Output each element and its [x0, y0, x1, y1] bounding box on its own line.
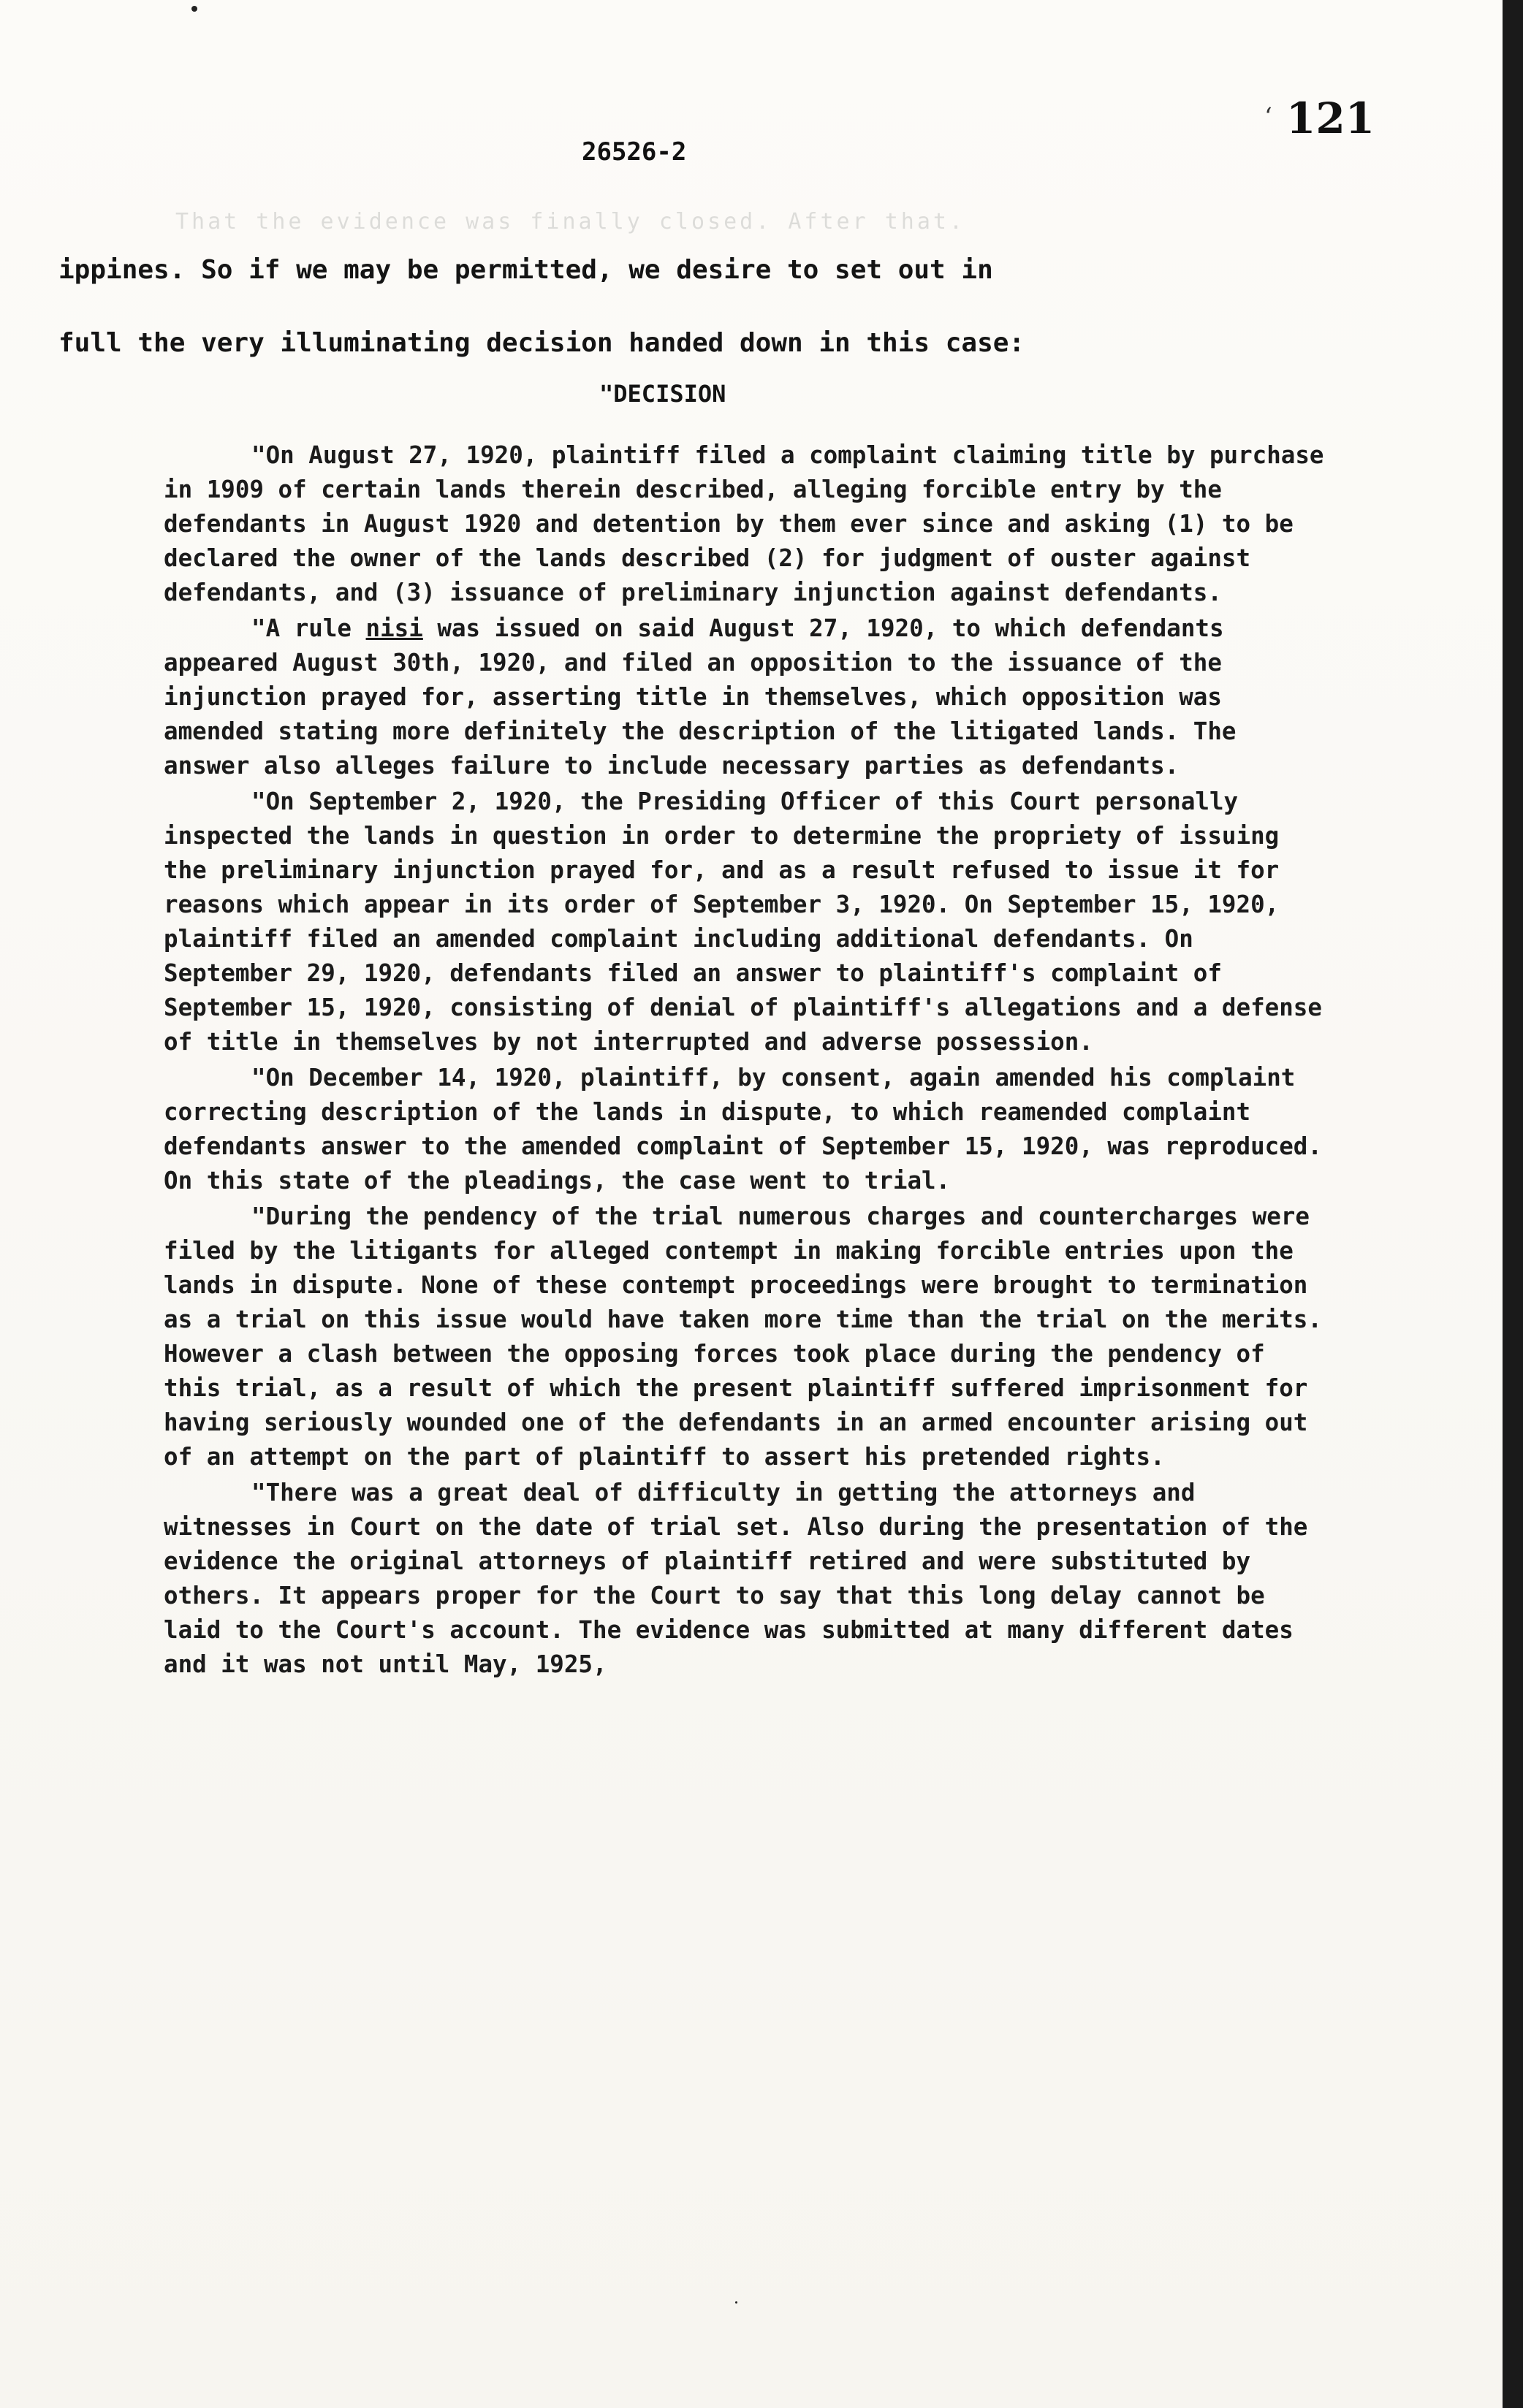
paragraph: "On December 14, 1920, plaintiff, by consent, again amended his complaint correcting description of the lands in dispute, to which reamended complaint defendants answer to the amended complaint of September 15, 1920, was reproduced. On this state of the pleadings, the case went to trial.	[164, 1064, 1322, 1195]
intro-line: ippines. So if we may be permitted, we desire to set out in	[58, 255, 993, 285]
paragraph-text: was issued on said August 27, 1920, to which defendants appeared August 30th, 1920, and filed an opposition to the issuance of the injunction prayed for, asserting title in themselves, which opposition was amended stating more definitely the description of the litigated lands. The answer also alleges failure to include necessary parties as defendants.	[164, 614, 1237, 780]
paragraph-text: "A rule	[251, 614, 366, 642]
page-number: 121	[1286, 94, 1375, 143]
paragraph: "During the pendency of the trial numerous charges and countercharges were filed by the litigants for alleged contempt in making forcible entries upon the lands in dispute. None of these contempt proceedings were brought to termination as a trial on this issue would have taken more time than the trial on the merits. However a clash between the opposing forces took place during the pendency of this trial, as a result of which the present plaintiff suffered imprisonment for having seriously wounded one of the defendants in an armed encounter arising out of an attempt on the part of plaintiff to assert his pretended rights.	[164, 1203, 1322, 1471]
scan-speck	[191, 6, 197, 12]
paragraph: "On August 27, 1920, plaintiff filed a complaint claiming title by purchase in 1909 of certain lands therein described, alleging forcible entry by the defendants in August 1920 and detention by them ever since and asking (1) to be declared the owner of the lands described (2) for judgment of ouster against defendants, and (3) issuance of preliminary injunction against defendants.	[164, 441, 1324, 606]
intro-text	[58, 234, 1330, 380]
underlined-term: nisi	[365, 614, 423, 642]
scan-speck	[735, 2301, 737, 2304]
document-reference: 26526-2	[582, 137, 687, 167]
scan-edge	[1503, 0, 1523, 2408]
decision-body	[164, 438, 1333, 1683]
decision-heading: "DECISION	[599, 380, 726, 408]
paragraph: "On September 2, 1920, the Presiding Officer of this Court personally inspected the lands in question in order to determine the propriety of issuing the preliminary injunction prayed for, and as a result refused to issue it for reasons which appear in its order of September 3, 1920. On September 15, 1920, plaintiff filed an amended complaint including additional defendants. On September 29, 1920, defendants filed an answer to plaintiff's complaint of September 15, 1920, consisting of denial of plaintiff's allegations and a defense of title in themselves by not interrupted and adverse possession.	[164, 788, 1322, 1056]
intro-line: full the very illuminating decision handed down in this case:	[58, 328, 1025, 358]
paragraph: "There was a great deal of difficulty in getting the attorneys and witnesses in Court on the date of trial set. Also during the presentation of the evidence the original attorneys of plaintiff retired and were substituted by others. It appears proper for the Court to say that this long delay cannot be laid to the Court's account. The evidence was submitted at many different dates and it was not until May, 1925,	[164, 1479, 1308, 1678]
bleed-through-text: That the evidence was finally closed. After that.	[175, 209, 966, 235]
paragraph-rule-nisi	[164, 611, 1333, 783]
margin-mark: ‘	[1264, 102, 1272, 132]
